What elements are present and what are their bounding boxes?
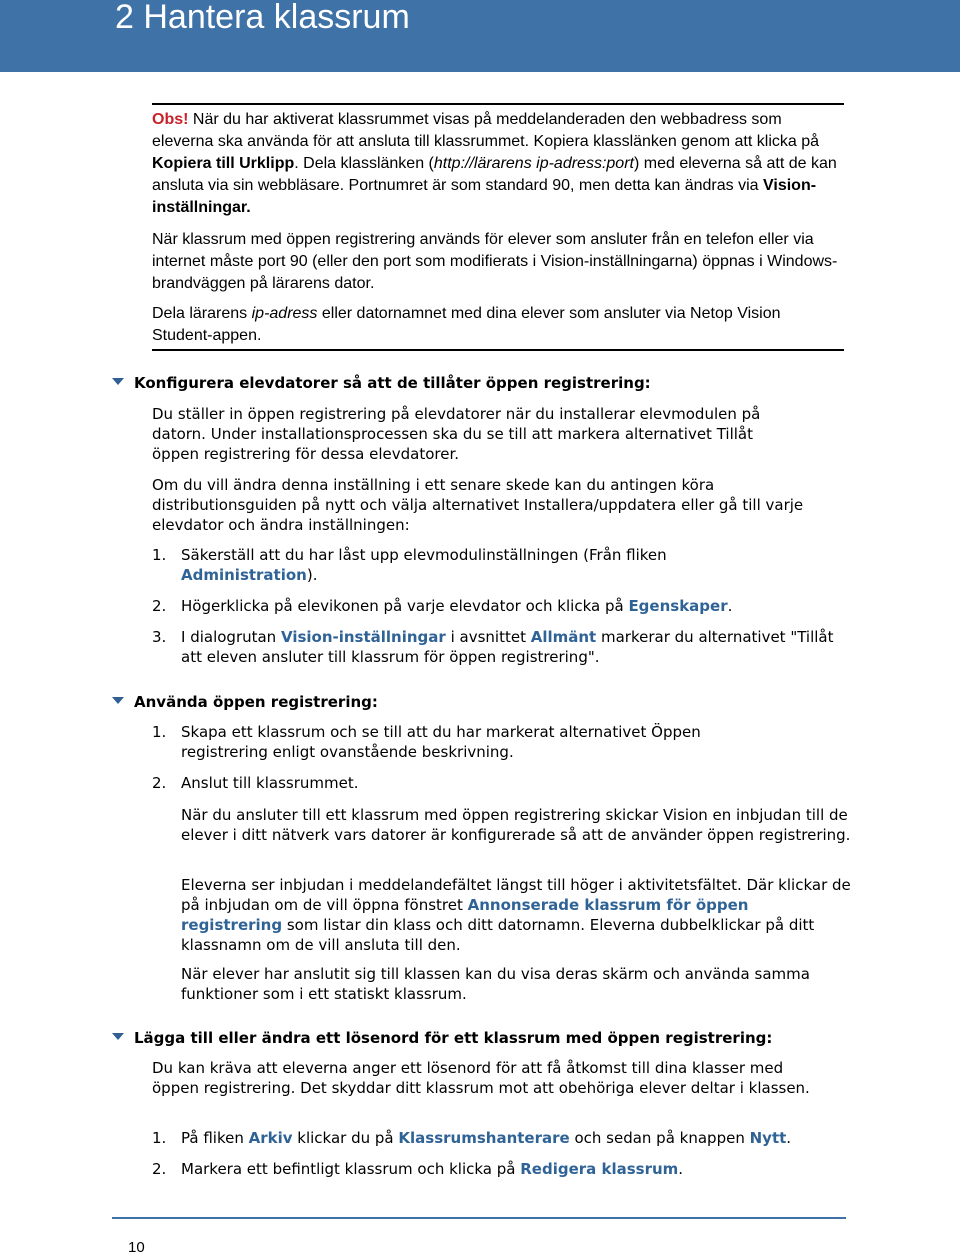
step-text: Markera ett befintligt klassrum och klicka på — [181, 1160, 521, 1178]
step-text: . — [727, 597, 733, 615]
note-text: ) med eleverna så att de kan ansluta via sin webbläsare. Portnumret är som standard 90, men detta kan ändras via — [152, 155, 837, 194]
section1-paragraph-2: Om du vill ändra denna inställning i ett senare skede kan du antingen köra distributionsguiden på nytt och välja alternativet Installera/uppdatera eller gå till varje elevdator och ändra inställningen: — [152, 476, 804, 534]
sub-text: Eleverna ser inbjudan i meddelandefältet längst till höger i aktivitetsfältet. Där klickar de på inbjudan om de vill öppna fönstret — [181, 876, 851, 914]
note-obs-label: Obs! — [152, 111, 189, 128]
list-number: 1. — [152, 1129, 167, 1147]
advertised-classrooms-link: Annonserade klassrum för öppen registrering — [181, 896, 749, 934]
list-text — [181, 545, 721, 585]
expand-triangle-icon[interactable] — [112, 1033, 124, 1040]
section1-paragraph-1: Du ställer in öppen registrering på elevdatorer när du installerar elevmodulen på datorn. Under installationsprocessen ska du se till att markera alternativet Tillåt öppen registrering för dessa elevdatorer. — [152, 405, 761, 463]
step-text: I dialogrutan — [181, 628, 281, 646]
section-heading-password[interactable] — [112, 1028, 772, 1048]
chapter-title: 2 Hantera klassrum — [115, 0, 410, 36]
class-url: http://lärarens ip-adress:port — [433, 155, 634, 172]
edit-classroom-link: Redigera klassrum — [520, 1160, 679, 1178]
ip-address: ip-adress — [251, 305, 318, 322]
step-text: ). — [306, 566, 318, 584]
list-number: 1. — [152, 546, 167, 564]
new-button-link: Nytt — [749, 1129, 787, 1147]
section2-sub-paragraph-1: När du ansluter till ett klassrum med öppen registrering skickar Vision en inbjudan till de elever i ditt nätverk vars datorer är konfigurerade så att de använder öppen registrering. — [181, 806, 851, 844]
list-text: Skapa ett klassrum och se till att du har markerat alternativet Öppen registrering enligt ovanstående beskrivning. — [181, 723, 701, 761]
list-number: 2. — [152, 597, 167, 615]
footer-rule — [112, 1217, 846, 1219]
list-text — [181, 596, 851, 616]
expand-triangle-icon[interactable] — [112, 697, 124, 704]
step-text: Högerklicka på elevikonen på varje elevdator och klicka på — [181, 597, 629, 615]
sub-text: som listar din klass och ditt datornamn. Eleverna dubbelklickar på ditt klassnamn om de vill ansluta till den. — [181, 916, 815, 954]
section2-sub-paragraph-2 — [181, 875, 851, 955]
administration-link: Administration — [181, 566, 307, 584]
section-heading-configure[interactable] — [112, 373, 651, 393]
general-link: Allmänt — [530, 628, 597, 646]
page-number: 10 — [128, 1239, 145, 1256]
chapter-header — [0, 0, 960, 72]
step-text: . — [786, 1129, 792, 1147]
section-heading-text: Konfigurera elevdatorer så att de tillåter öppen registrering: — [134, 374, 651, 392]
note-paragraph-1 — [152, 109, 844, 219]
list-number: 3. — [152, 628, 167, 646]
note-text: . Dela klasslänken ( — [294, 155, 434, 172]
list-text: Anslut till klassrummet. — [181, 774, 359, 792]
vision-settings-label: Vision-inställningar. — [152, 177, 817, 216]
note-text: Dela lärarens — [152, 305, 252, 322]
vision-settings-link: Vision-inställningar — [280, 628, 446, 646]
step-text: På fliken — [181, 1129, 249, 1147]
list-number: 1. — [152, 723, 167, 741]
step-text: klickar du på — [292, 1129, 399, 1147]
classroom-manager-link: Klassrumshanterare — [398, 1129, 570, 1147]
section2-sub-paragraph-3: När elever har anslutit sig till klassen kan du visa deras skärm och använda samma funktioner som i ett statiskt klassrum. — [181, 965, 810, 1003]
list-number: 2. — [152, 1160, 167, 1178]
step-text: markerar du alternativet "Tillåt att eleven ansluter till klassrum för öppen registrering". — [181, 628, 834, 666]
note-paragraph-2: När klassrum med öppen registrering används för elever som ansluter från en telefon eller via internet måste port 90 (eller den port som modifierats i Vision-inställningarna) öppnas i Windows-brandväggen på lärarens dator. — [152, 231, 838, 292]
note-text: eller datornamnet med dina elever som ansluter via Netop Vision Student-appen. — [152, 305, 781, 344]
expand-triangle-icon[interactable] — [112, 378, 124, 385]
note-text: När du har aktiverat klassrummet visas på meddelanderaden den webbadress som eleverna ska använda för att ansluta till klassrummet. Kopiera klasslänken genom att klicka på — [152, 111, 820, 150]
note-paragraph-3 — [152, 303, 844, 347]
step-text: och sedan på knappen — [569, 1129, 750, 1147]
step-text: . — [678, 1160, 684, 1178]
list-text — [181, 627, 851, 667]
section3-paragraph-1: Du kan kräva att eleverna anger ett lösenord för att få åtkomst till dina klasser med öppen registrering. Det skyddar ditt klassrum mot att obehöriga elever deltar i klassen. — [152, 1059, 810, 1097]
section-heading-text: Använda öppen registrering: — [134, 693, 378, 711]
file-tab-link: Arkiv — [248, 1129, 293, 1147]
copy-to-clipboard-label: Kopiera till Urklipp — [152, 155, 295, 172]
note-box — [152, 103, 844, 351]
list-number: 2. — [152, 774, 167, 792]
step-text: Säkerställ att du har låst upp elevmodulinställningen (Från fliken — [181, 546, 667, 564]
list-text — [181, 1159, 851, 1179]
list-text — [181, 1128, 851, 1148]
section-heading-text: Lägga till eller ändra ett lösenord för ett klassrum med öppen registrering: — [134, 1029, 773, 1047]
section-heading-use[interactable] — [112, 692, 378, 712]
step-text: i avsnittet — [445, 628, 531, 646]
properties-link: Egenskaper — [628, 597, 728, 615]
